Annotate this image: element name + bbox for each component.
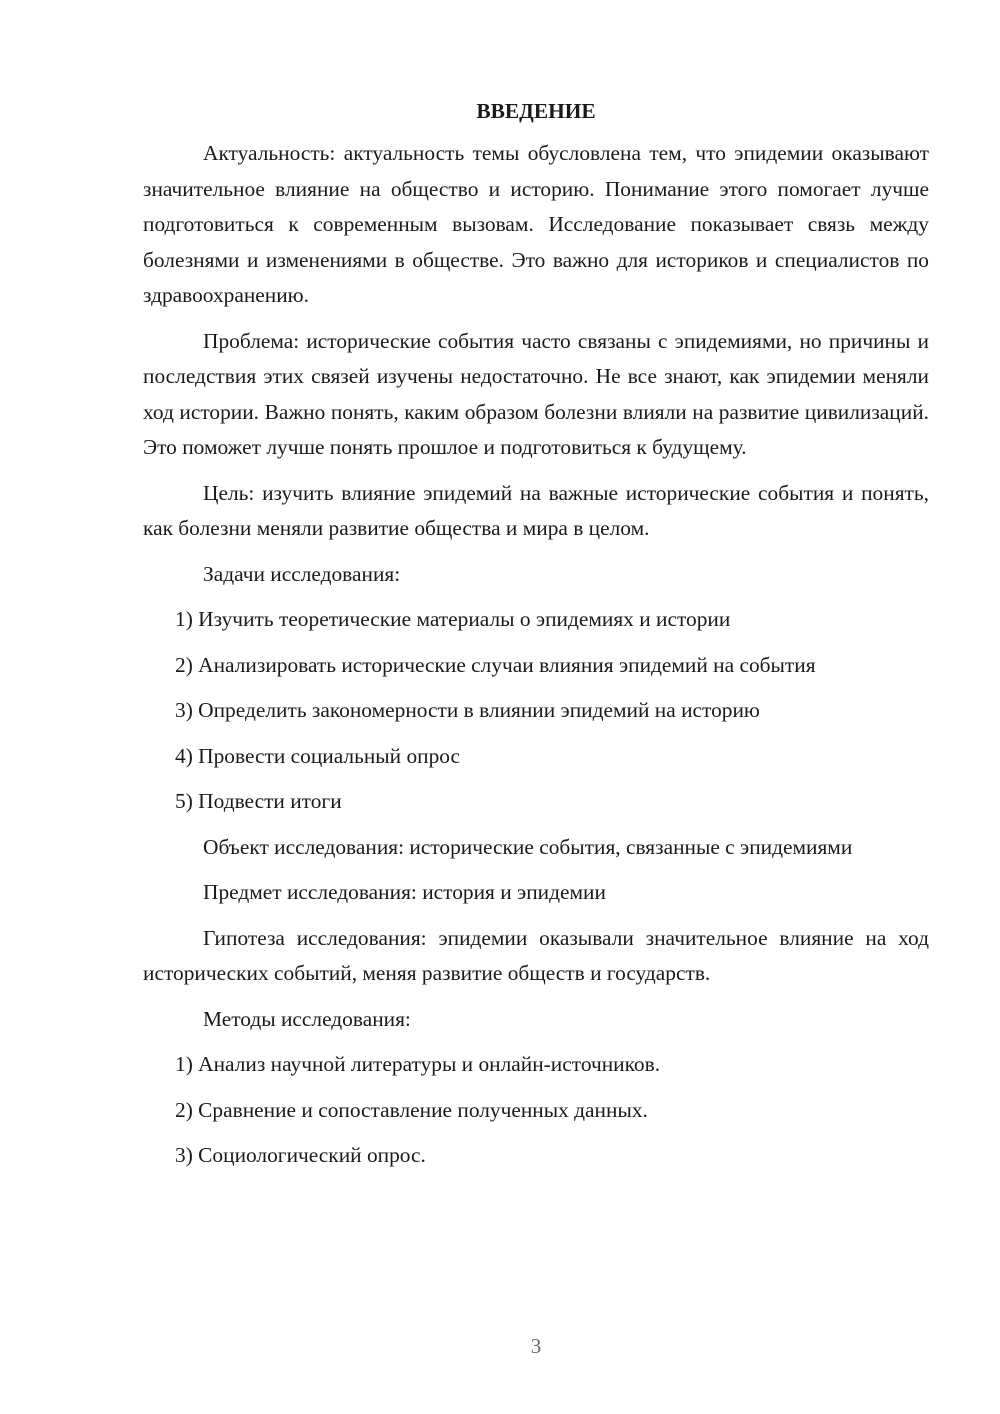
list-item: 5) Подвести итоги (175, 789, 342, 813)
list-item: 2) Анализировать исторические случаи влияния эпидемий на события (175, 652, 816, 677)
page-number: 3 (530, 1334, 542, 1358)
list-item: 4) Провести социальный опрос (175, 743, 461, 768)
document-page (143, 95, 929, 1184)
hypothesis-paragraph: Гипотеза исследования: эпидемии оказывали значительное влияние на ход исторических событий, меняя развитие обществ и государств. (143, 925, 929, 985)
list-item: 1) Анализ научной литературы и онлайн-источников. (175, 1052, 661, 1076)
page-title: ВВЕДЕНИЕ (476, 99, 596, 123)
methods-heading: Методы исследования: (203, 1006, 411, 1031)
tasks-list (143, 602, 929, 820)
relevance-paragraph: Актуальность: актуальность темы обусловлена тем, что эпидемии оказывают значительное влияние на общество и историю. Понимание этого помогает лучше подготовиться к современным вызовам. Исследование показывает связь между болезнями и изменениями в обществе. Это важно для историков и специалистов по здравоохранению. (143, 141, 929, 307)
methods-list (143, 1047, 929, 1174)
list-item: 1) Изучить теоретические материалы о эпидемиях и истории (175, 607, 731, 631)
object-paragraph: Объект исследования: исторические события, связанные с эпидемиями (203, 834, 853, 859)
subject-paragraph: Предмет исследования: история и эпидемии (203, 880, 606, 904)
list-item: 2) Сравнение и сопоставление полученных данных. (175, 1097, 648, 1122)
goal-paragraph: Цель: изучить влияние эпидемий на важные исторические события и понять, как болезни меняли развитие общества и мира в целом. (143, 480, 929, 540)
list-item: 3) Социологический опрос. (175, 1143, 426, 1167)
list-item: 3) Определить закономерности в влиянии эпидемий на историю (175, 698, 760, 722)
problem-paragraph: Проблема: исторические события часто связаны с эпидемиями, но причины и последствия этих связей изучены недостаточно. Не все знают, как эпидемии меняли ход истории. Важно понять, каким образом болезни влияли на развитие цивилизаций. Это поможет лучше понять прошлое и подготовиться к будущему. (143, 328, 929, 459)
tasks-heading: Задачи исследования: (203, 561, 401, 586)
